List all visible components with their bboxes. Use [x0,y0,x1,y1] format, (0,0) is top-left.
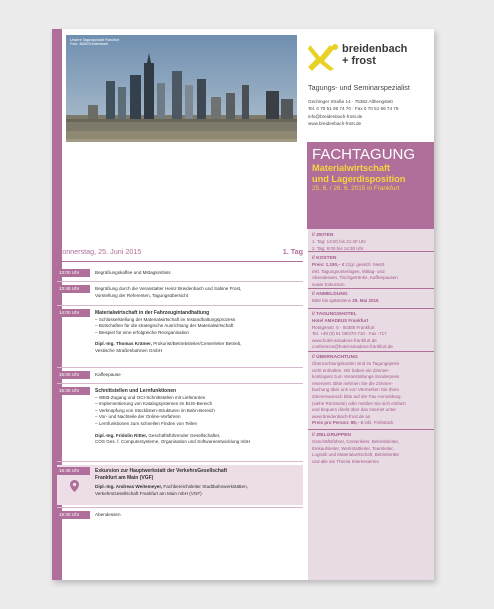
speaker-company: COS Ges. f. Computersysteme, Organisation und Softwareentwicklung mbH [95,439,251,445]
agenda-title-2: Frankfurt am Main (VGF) [95,474,154,481]
section-hotel [312,311,432,351]
anmeldung-line: Bitte bis spätestens [312,298,353,303]
zielgruppen-line: Geschäftsführer, Centerleiter, Betriebsleiter, [312,439,400,444]
agenda-item [57,467,303,503]
kosten-line: Abendessen, Tischgetränke, Kaffeepausen [312,275,398,281]
brochure-page [52,29,434,580]
event-header [308,142,434,229]
uebernachtung-line: reserviert. Bitte nehmen Sie die Zimmer- [312,380,393,386]
time-badge: 16:45 Uhr [57,467,90,475]
agenda-line: – Botschaften für die strategische Ausrichtung der Materialwirtschaft [95,323,234,329]
hotel-name: Hotel AMADEUS Frankfurt [312,318,369,323]
anmeldung-heading: // ANMELDUNG [312,292,348,297]
agenda-text [95,388,303,446]
speaker-line [95,484,303,491]
time-badge: 13:00 Uhr [57,269,90,277]
uebernachtung-line: Zimmerwunsch bitte auf der Fax-Anmeldung [312,393,401,399]
agenda-text [95,468,303,497]
uebernachtung-text [312,361,432,427]
agenda-divider [57,383,303,384]
section-anmeldung [312,291,432,305]
address-street: Gechinger Straße 14 · 75382 Althengstett [308,99,393,104]
agenda-line: Abendessen [95,512,121,517]
kosten-line: sowie Exkursion [312,281,345,287]
speaker-role: Prokurist/Betriebsleiter/Centerleiter Betrieb, [151,341,242,347]
agenda-text [95,310,303,355]
uebernachtung-line: nicht enthalten. Wir haben ein Zimmer- [312,367,390,373]
agenda-line: – WEB-Zugang und OCI-Schnittstellen mit Lieferanten [95,394,206,400]
hotel-text [312,318,432,351]
panel-divider [308,251,434,252]
time-badge: 15:00 Uhr [57,371,90,379]
speaker-name: Dipl.-Ing. Fridolin Ritter, [95,432,148,438]
kosten-heading: // KOSTEN [312,256,337,261]
panel-divider [308,308,434,309]
uebernachtung-line: kontingent zum Veranstaltungs-Sonderpreis [312,374,400,380]
agenda-line: – Implementierung von Katalogsystemen im BUS-Bereich [95,401,213,407]
agenda-item [57,371,303,383]
logo-frost: + frost [342,55,376,67]
agenda-item [57,285,303,305]
agenda-line: – Vor- und Nachteile der Online-Verfahren [95,414,181,420]
agenda-title: Exkursion zur Hauptwerkstatt der VerkehrsGesellschaft [95,468,227,474]
day-divider [57,261,303,262]
agenda-line: Kaffeepause [95,372,121,377]
time-badge: 14:00 Uhr [57,309,90,317]
zielgruppen-heading: // ZIELGRUPPEN [312,433,351,438]
header-band-white [62,142,307,229]
kosten-line: inkl. Tagungsunterlagen, Mittag- und [312,268,385,274]
address-phone: Tel. 0 70 51 96 74 70 · Fax 0 70 51 96 74 79 [308,106,399,112]
uebernachtung-line: buchung über uns vor! Vermerken Sie Ihren [312,387,400,393]
zielgruppen-line: Logistik und Materialwirtschaft, Betriebsräte [312,452,400,458]
agenda-line: Begrüßung durch die Veranstalter Heinz Breidenbach und Sabine Frost, [95,286,242,291]
zeiten-line: 2. Tag: 8:00 bis 14:30 Uhr [312,245,364,251]
uebernachtung-line: und bequem direkt über das Internet unter [312,407,397,413]
agenda-line: – Beispiel für eine erfolgreiche Reorganisation [95,329,189,335]
agenda-text [95,286,303,299]
photo-caption-line1: Unsere Tagungsstadt Frankfurt [70,38,120,42]
agenda-line: – Lernfunktionen zum schnellen Finden von Teilen [95,420,198,426]
company-logo [308,41,428,81]
zeiten-heading: // ZEITEN [312,233,334,238]
speaker-company: VerkehrsGesellschaft Frankfurt am Main mbH (VGF) [95,490,202,496]
event-subtitle-1: Materialwirtschaft [312,163,391,173]
speaker-role: Fachbereichsleiter Stadtbahnwerkstätten, [162,484,248,490]
agenda-item [57,387,303,459]
logo-name: breidenbach [342,43,408,55]
agenda-text [95,270,303,277]
address-email: info@breidenbach-frost.de [308,113,363,119]
agenda-line: Vorstellung der Referenten, Tagungsübersicht [95,292,189,298]
hotel-line: Tel. +49 (0) 61 09/370-710 · Fax -717 [312,331,387,337]
uebernachtung-line: Übernachtungskosten sind im Tagungspreis [312,361,400,366]
skyline-photo [66,35,297,153]
time-badge: 13:45 Uhr [57,285,90,293]
panel-divider [308,351,434,352]
hotel-line: Röntgenstr. 5 · 60388 Frankfurt [312,324,375,330]
location-pin-icon [70,480,79,492]
event-dates: 25. 6. / 26. 6. 2015 in Frankfurt [312,185,400,192]
agenda-divider [57,461,303,462]
zielgruppen-text [312,439,432,465]
zielgruppen-line: Einkaufsleiter, Werkstattleiter, Teamleiter, [312,445,394,451]
panel-divider [308,288,434,289]
agenda-line: Begrüßungskaffee und Mittagsimbiss [95,270,171,275]
uebernachtung-heading: // ÜBERNACHTUNG [312,355,358,360]
agenda-item [57,511,303,523]
anmeldung-text [312,298,432,305]
day-header [57,247,303,259]
address-web: www.breidenbach-frost.de [308,120,362,126]
hotel-heading: // TAGUNGSHOTEL [312,312,357,317]
day-date: Donnerstag, 25. Juni 2015 [57,247,142,256]
agenda-divider [57,305,303,306]
agenda-divider [57,367,303,368]
section-kosten [312,255,432,288]
time-badge: 19:30 Uhr [57,511,90,519]
kosten-price-line [312,262,432,269]
agenda-line: – Schlüsselstellung der Materialwirtschaft im Instandhaltungsprozess [95,316,236,322]
agenda-line: – Verknüpfung von Stücklisten-Strukturen im Bahn-Bereich [95,407,215,413]
agenda-text [95,372,303,379]
section-zielgruppen [312,432,432,465]
anmeldung-deadline: 29. Mai 2015 [352,298,379,303]
day-label: 1. Tag [282,247,303,256]
speaker-name: Dipl.-Ing. Thomas Krämer, [95,341,152,347]
uebernachtung-line: (siehe Rückseite) oder melden Sie sich einfach [312,400,406,406]
panel-divider [308,429,434,430]
section-zeiten [312,232,432,252]
company-tagline: Tagungs- und Seminarspezialist [308,83,410,92]
agenda-divider [57,281,303,282]
company-address [308,98,398,127]
speaker-company: Vestische Straßenbahnen GmbH [95,347,163,353]
speaker-line [95,341,303,348]
uebernachtung-price: Preis pro Person: 88,– € [312,420,364,426]
speaker-name: Dipl.-Ing. Andreas Weitemeyer, [95,484,163,490]
photo-caption-line2: Foto: 360b/Shutterstock [70,42,109,47]
zeiten-line: 1. Tag: 13:00 bis 21:30 Uhr [312,239,366,244]
event-title: FACHTAGUNG [312,146,416,163]
uebernachtung-price-rest: inkl. Frühstück [363,420,394,426]
agenda-item [57,269,303,281]
agenda-item [57,309,303,367]
time-badge: 15:30 Uhr [57,387,90,395]
agenda-text [95,512,303,519]
section-uebernachtung [312,354,432,427]
agenda-title: Materialwirtschaft in der Fahrzeugintandhaltung [95,310,210,316]
hotel-line: www.hotel-amadeus-frankfurt.de [312,337,377,343]
agenda-divider [57,507,303,508]
speaker-role: Geschäftsführender Gesellschafter, [147,432,221,438]
kosten-price-rest: zzgl. gesetzl. MwSt. [344,262,386,267]
uebernachtung-line: www.breidenbach-frost.de an. [312,413,372,419]
hotel-line: conference@hotel-amadeus-frankfurt.de [312,344,393,350]
kosten-text [312,262,432,288]
zielgruppen-line: und alle am Thema Interessierten [312,458,379,464]
event-subtitle-2: und Lagerdisposition [312,173,406,184]
kosten-price: Preis: 1.190,– € [312,262,345,267]
speaker-line [95,433,303,440]
photo-caption [70,38,119,46]
agenda-title: Schnittstellen und Lernfunktionen [95,388,177,394]
